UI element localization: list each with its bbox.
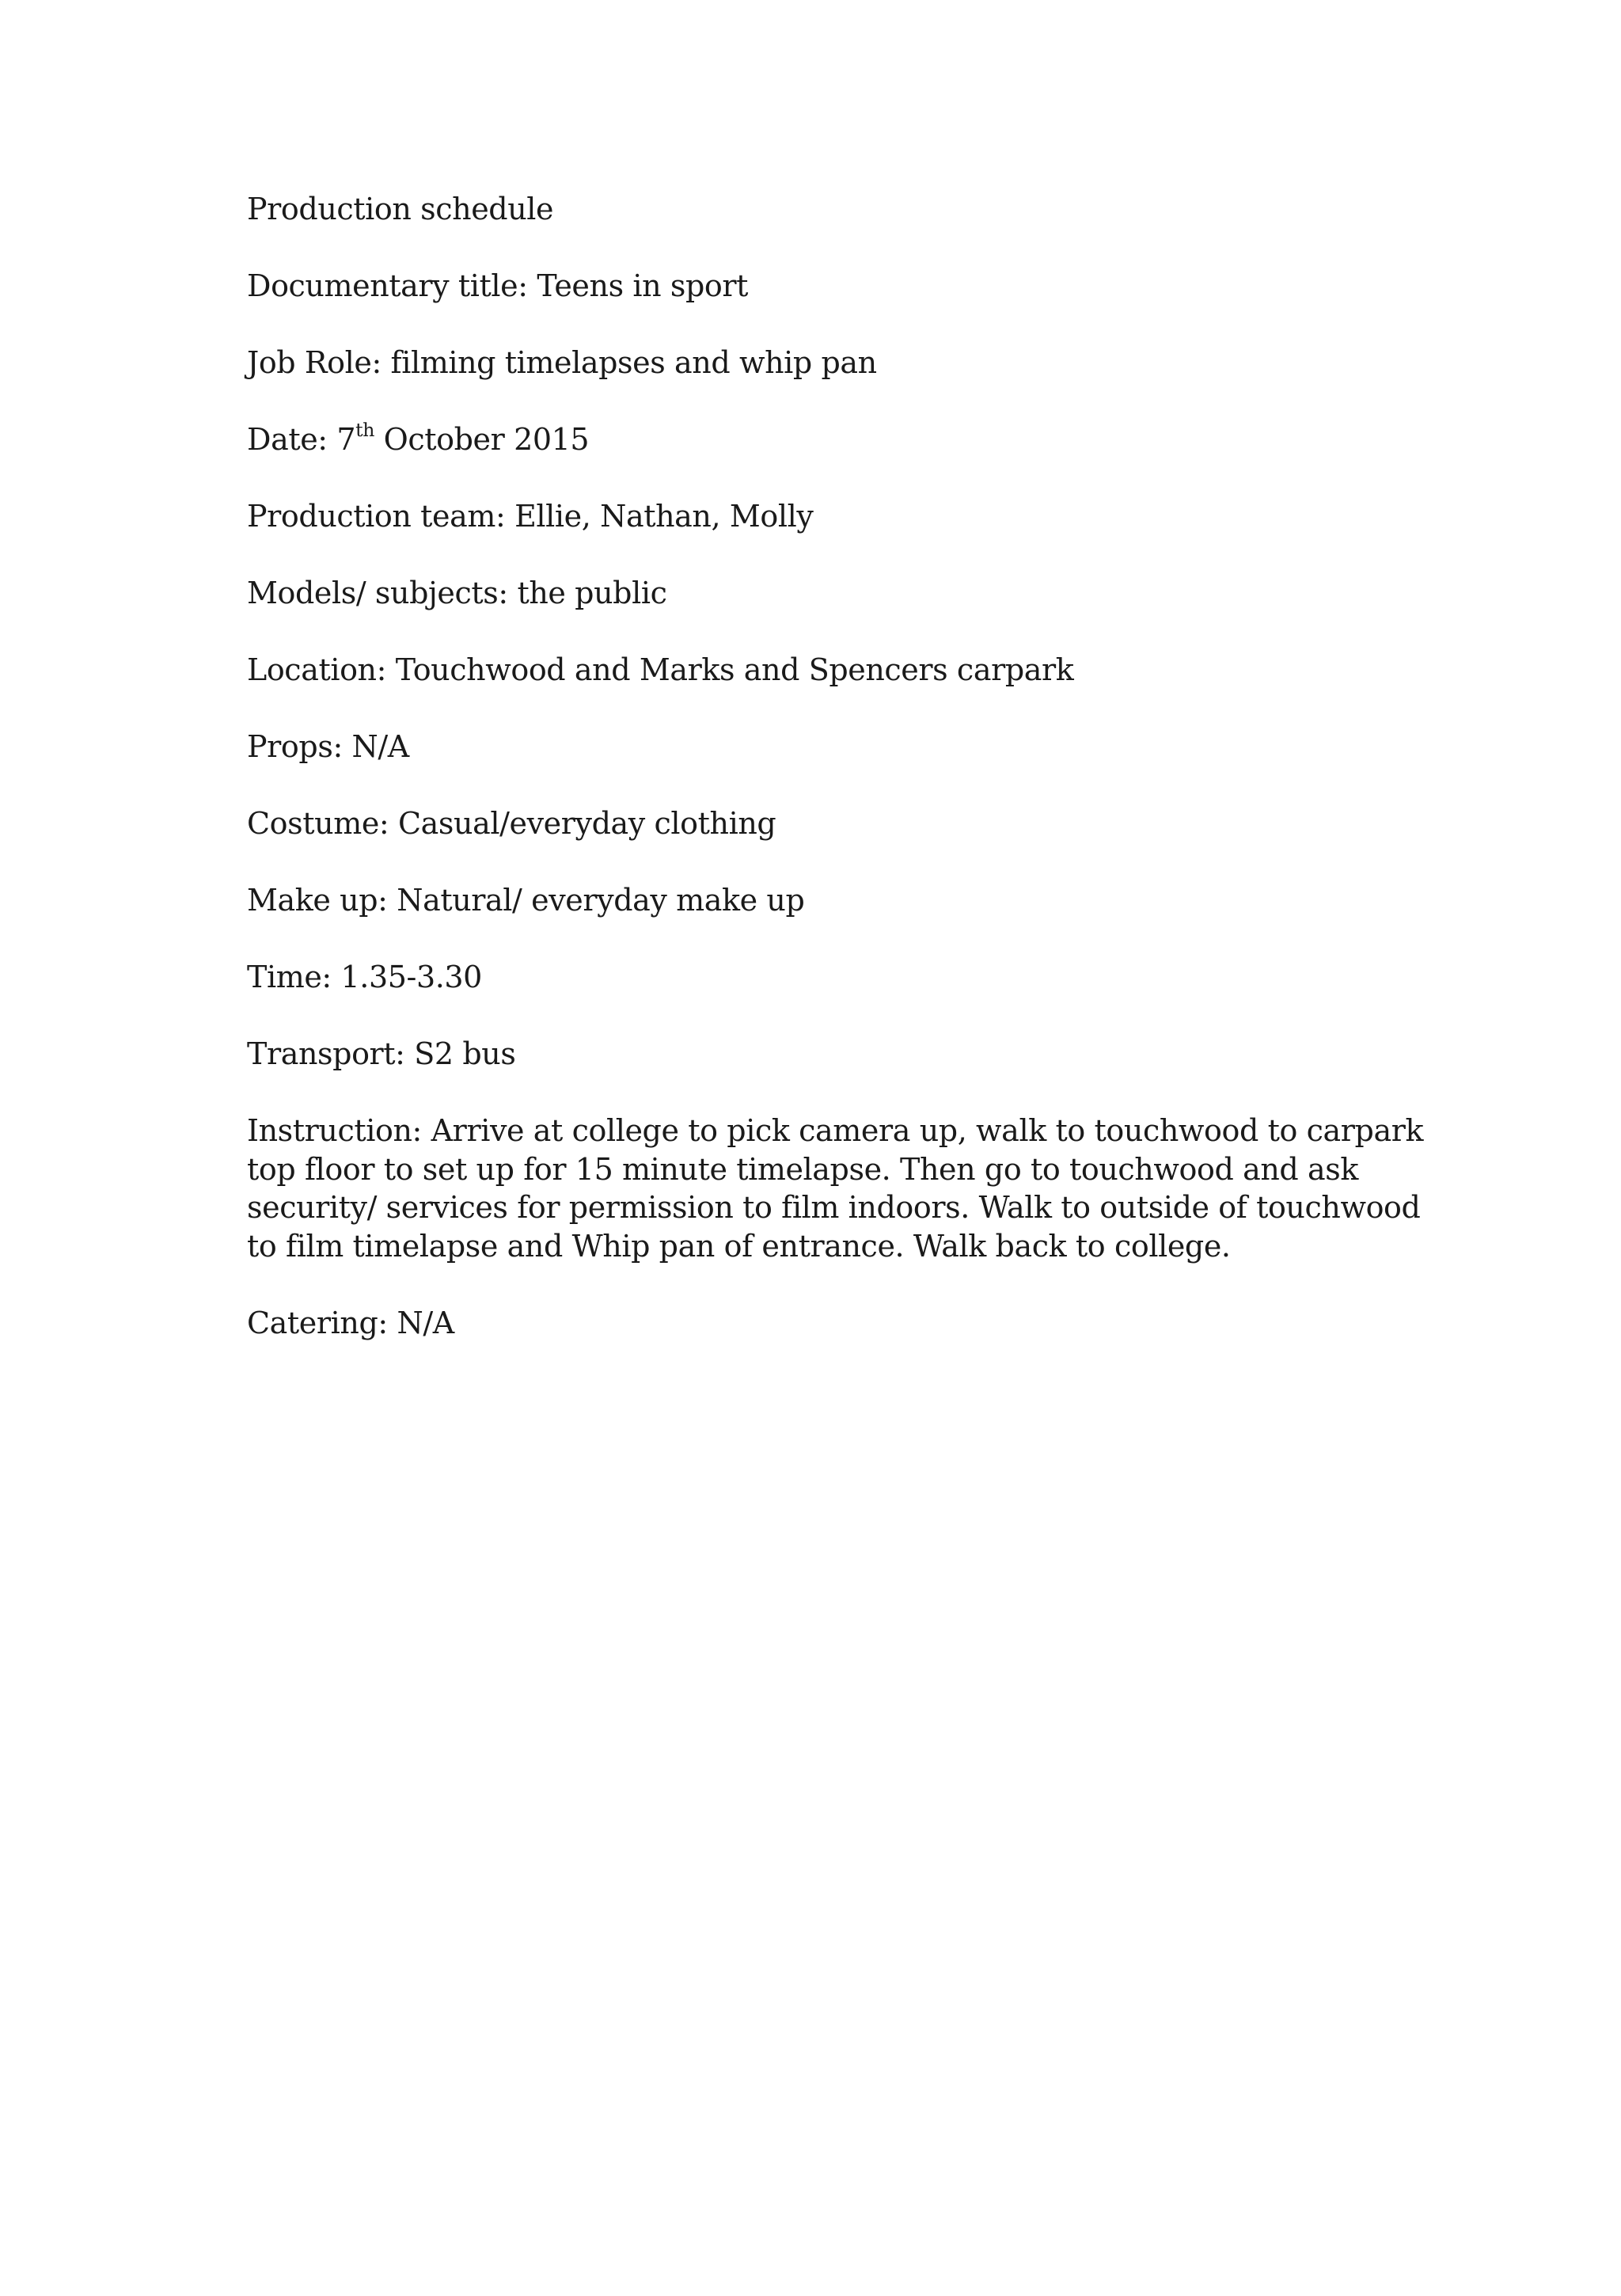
catering-line: Catering: N/A [247,1306,454,1340]
instruction-line: to film timelapse and Whip pan of entrance. Walk back to college. [247,1228,1231,1264]
instruction-line: Instruction: Arrive at college to pick camera up, walk to touchwood to carpark [247,1113,1424,1148]
date-ordinal-superscript: th [355,418,374,441]
date-line [247,420,1418,458]
documentary-title-line: Documentary title: Teens in sport [247,268,749,303]
instruction-paragraph [247,1112,1424,1265]
models-subjects-line: Models/ subjects: the public [247,576,667,610]
costume-line: Costume: Casual/everyday clothing [247,806,776,841]
document-body [247,190,1424,1381]
date-prefix: Date: 7 [247,422,356,457]
job-role-line: Job Role: filming timelapses and whip pan [247,345,877,380]
document-heading: Production schedule [247,192,554,226]
location-line: Location: Touchwood and Marks and Spencers carpark [247,652,1074,687]
production-team-line: Production team: Ellie, Nathan, Molly [247,499,814,534]
date-suffix: October 2015 [374,422,590,457]
props-line: Props: N/A [247,729,409,764]
make-up-line: Make up: Natural/ everyday make up [247,883,805,918]
time-line: Time: 1.35-3.30 [247,960,482,994]
instruction-line: security/ services for permission to film indoors. Walk to outside of touchwood [247,1190,1421,1225]
instruction-line: top floor to set up for 15 minute timelapse. Then go to touchwood and ask [247,1151,1358,1187]
transport-line: Transport: S2 bus [247,1036,516,1071]
